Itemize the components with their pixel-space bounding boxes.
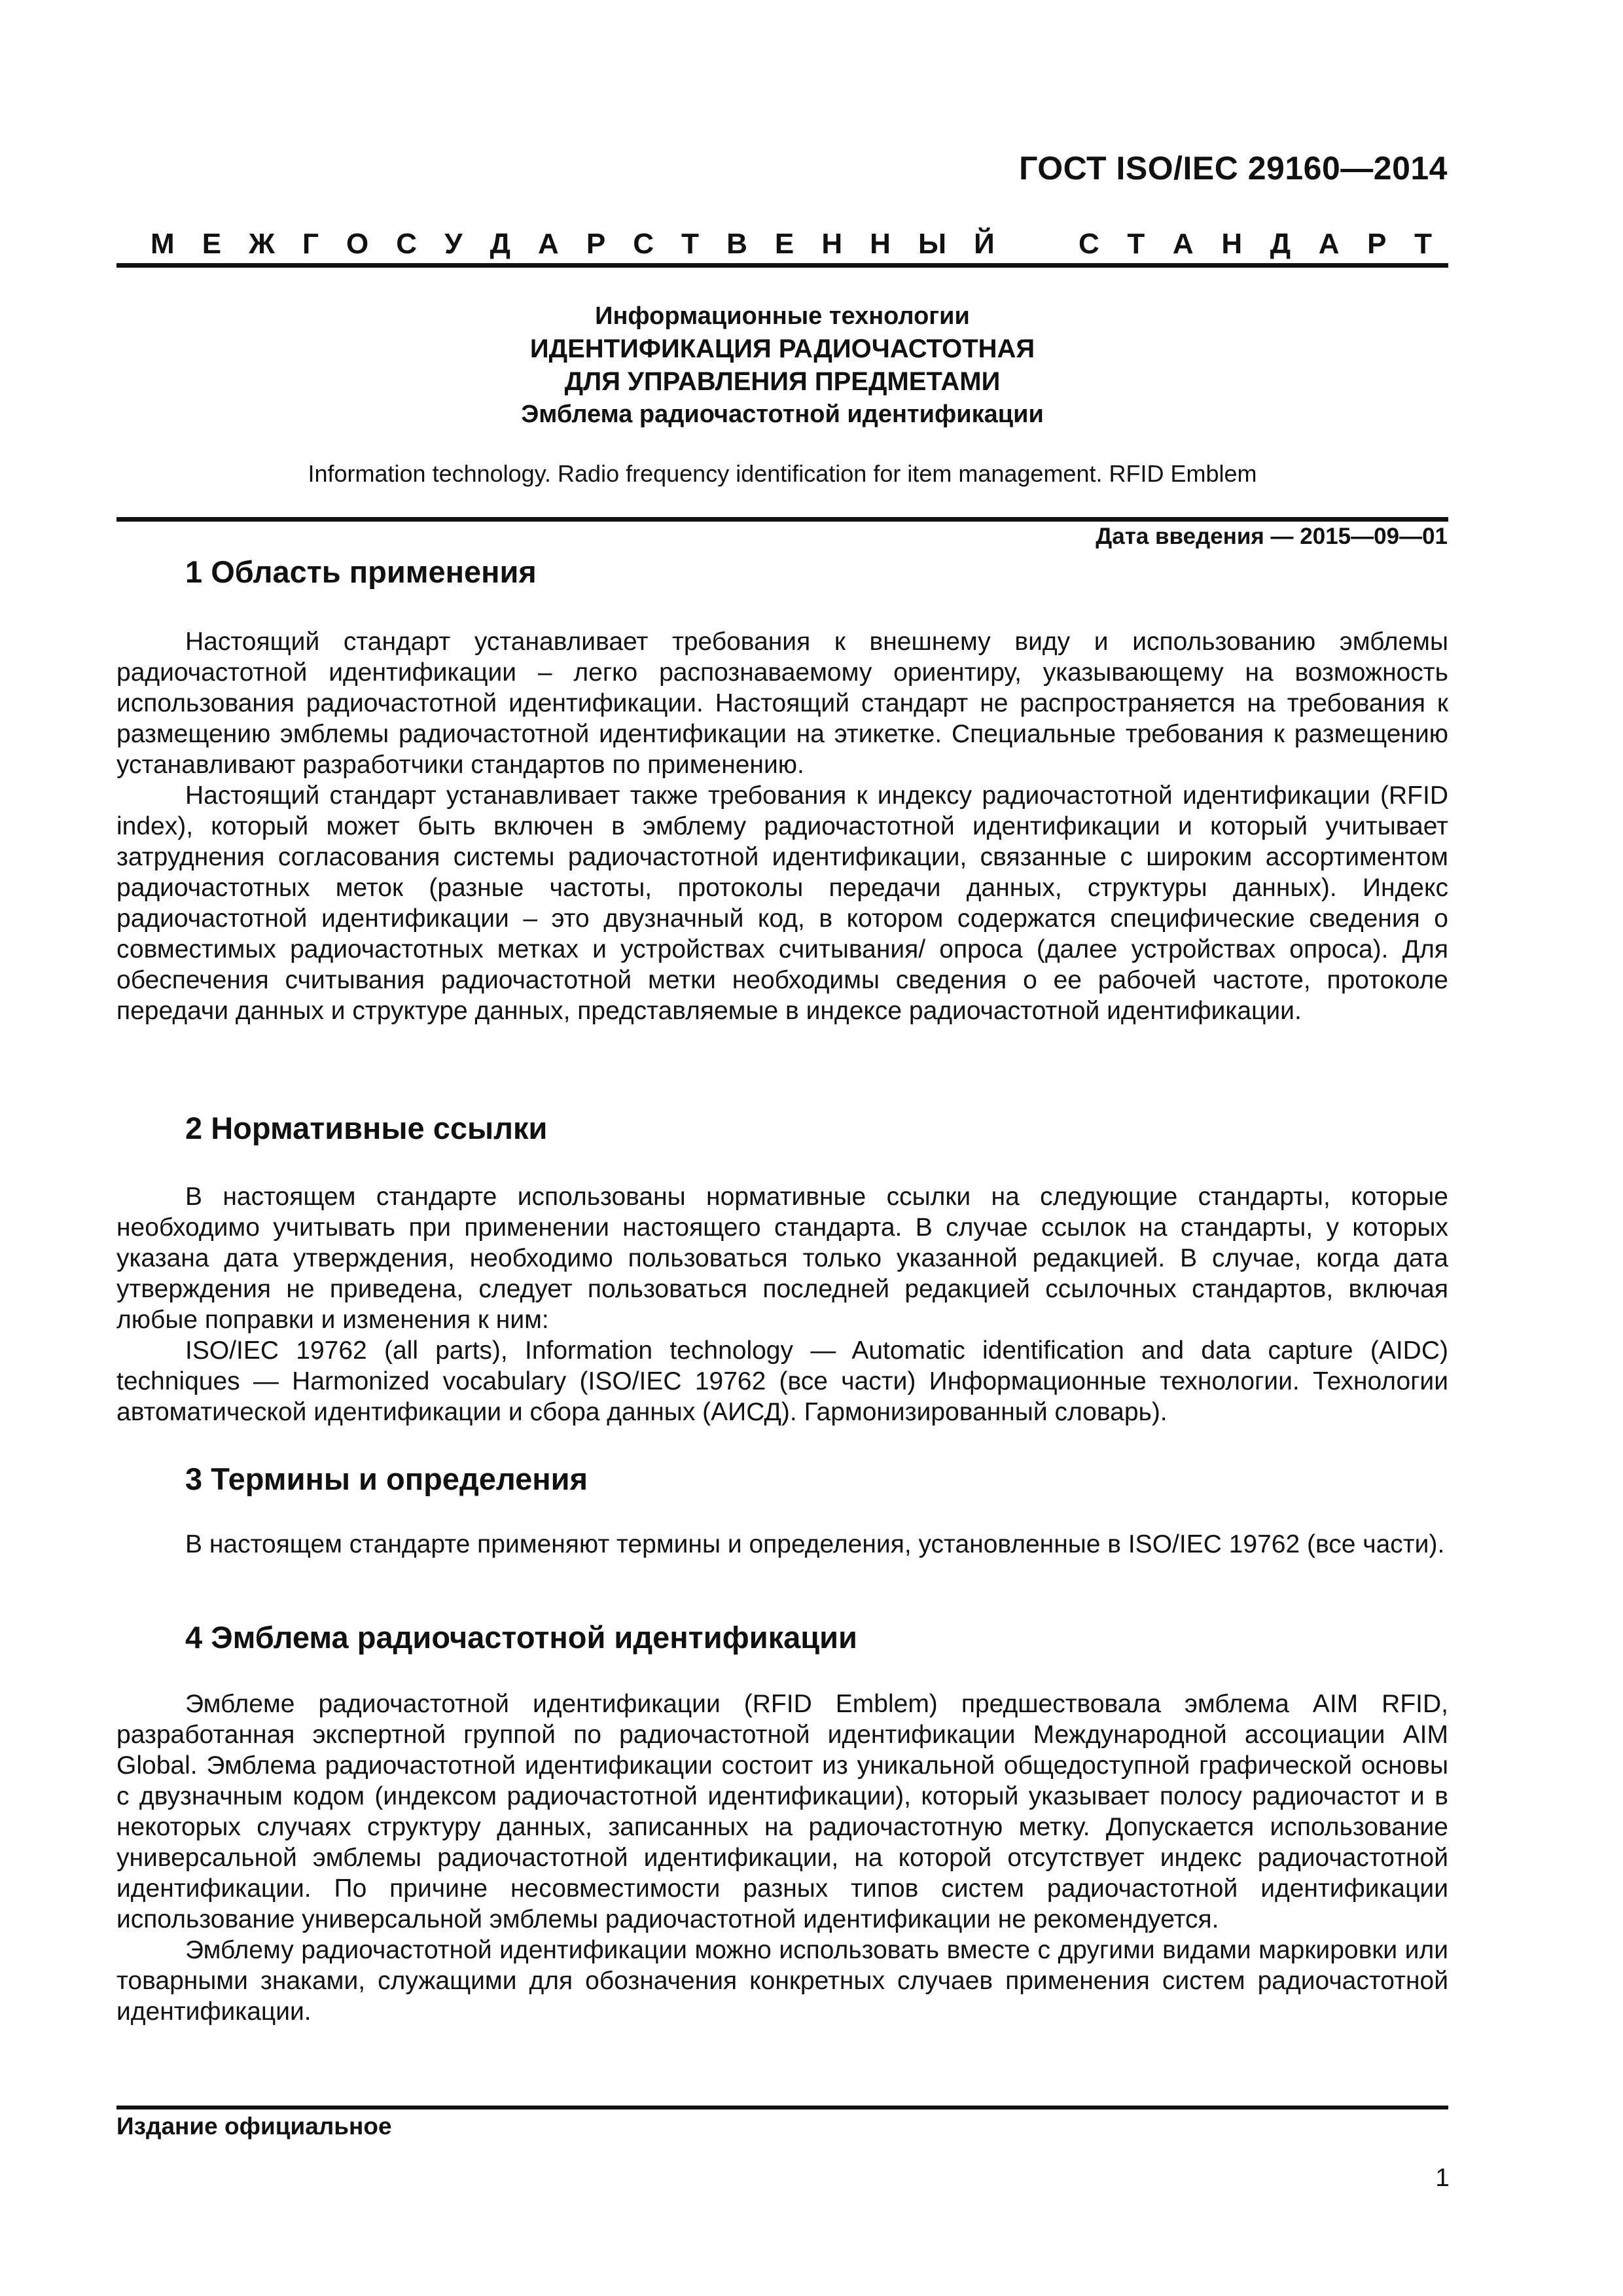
footer-rule [116,2106,1448,2109]
section-2-paragraph-2: ISO/IEC 19762 (all parts), Information technology — Automatic identification and data capture (AIDC) techniques — Harmonized vocabulary (ISO/IEC 19762 (все части) Информационные технологии. Технологии автоматической идентификации и сбора данных (АИСД). Гармонизированный словарь). [116,1336,1448,1426]
section-1-paragraph-2: Настоящий стандарт устанавливает также требования к индексу радиочастотной идентификации (RFID index), который может быть включен в эмблему радиочастотной идентификации и который учитывает затруднения согласования системы радиочастотной идентификации, связанные с широким ассортиментом радиочастотных меток (разные частоты, протоколы передачи данных, структуры данных). Индекс радиочастотной идентификации – это двузначный код, в котором содержатся специфические сведения о совместимых радиочастотных метках и устройствах считывания/ опроса (далее устройствах опроса). Для обеспечения считывания радиочастотной метки необходимы сведения о ее рабочей частоте, протоколе передачи данных и структуре данных, представляемые в индексе радиочастотной идентификации. [116,781,1448,1025]
standard-letter: Р [1367,228,1387,260]
section-3-heading: 3 Термины и определения [185,1462,588,1496]
title-line-3: ДЛЯ УПРАВЛЕНИЯ ПРЕДМЕТАМИ [564,367,1001,396]
interstate-letter: Е [774,228,794,260]
standard-word [1079,228,1432,260]
section-1-body [116,626,1448,1026]
section-2-paragraph-1: В настоящем стандарте использованы нормативные ссылки на следующие стандарты, которые необходимо учитывать при применении настоящего стандарта. В случае ссылок на стандарты, у которых указана дата утверждения, необходимо пользоваться только указанной редакцией. В случае, когда дата утверждения не приведена, следует пользоваться последней редакцией ссылочных стандартов, включая любые поправки и изменения к ним: [116,1183,1448,1334]
standard-letter: Т [1127,228,1145,260]
header-rule [116,263,1448,268]
section-3-body [116,1529,1448,1560]
date-of-introduction: Дата введения — 2015—09—01 [1096,524,1448,549]
interstate-letter: Ы [918,228,947,260]
interstate-letter: Т [681,228,699,260]
standard-letter: Д [1270,228,1291,260]
section-1-paragraph-1: Настоящий стандарт устанавливает требования к внешнему виду и использованию эмблемы радиочастотной идентификации – легко распознаваемому ориентиру, указывающему на возможность использования радиочастотной идентификации. Настоящий стандарт не распространяется на требования к размещению эмблемы радиочастотной идентификации на этикетке. Специальные требования к размещению устанавливают разработчики стандартов по применению. [116,628,1448,779]
english-title: Information technology. Radio frequency identification for item management. RFID Emblem [308,460,1257,487]
interstate-letter: О [346,228,369,260]
title-rule [116,517,1448,522]
section-4-body [116,1689,1448,2027]
standard-letter: С [1079,228,1099,260]
standard-letter: Т [1414,228,1432,260]
section-2-heading: 2 Нормативные ссылки [185,1111,548,1145]
interstate-standard-banner [116,228,1448,260]
document-title [116,300,1448,431]
title-line-2: ИДЕНТИФИКАЦИЯ РАДИОЧАСТОТНАЯ [529,334,1035,363]
interstate-letter: Е [202,228,222,260]
interstate-letter: У [444,228,463,260]
interstate-letter: Ж [249,228,275,260]
title-line-1: Информационные технологии [595,302,970,330]
interstate-letter: М [151,228,175,260]
interstate-letter: В [726,228,747,260]
section-1-heading: 1 Область применения [185,554,537,589]
title-line-4: Эмблема радиочастотной идентификации [521,401,1044,428]
interstate-letter: Г [302,228,319,260]
standard-letter: Н [1221,228,1243,260]
interstate-letter: Й [974,228,995,260]
page-number: 1 [1435,2164,1450,2192]
interstate-letter: Н [870,228,891,260]
interstate-letter: С [396,228,418,260]
document-code: ГОСТ ISO/IEC 29160—2014 [1019,150,1448,187]
section-3-paragraph-1: В настоящем стандарте применяют термины и определения, установленные в ISO/IEC 19762 (все части). [185,1530,1445,1558]
interstate-letter: С [633,228,654,260]
standard-letter: А [1318,228,1340,260]
section-4-paragraph-2: Эмблему радиочастотной идентификации можно использовать вместе с другими видами маркировки или товарными знаками, служащими для обозначения конкретных случаев применения систем радиочастотной идентификации. [116,1936,1448,2026]
interstate-letter: Р [586,228,606,260]
interstate-letter: Д [490,228,510,260]
standard-letter: А [1172,228,1194,260]
official-edition-label: Издание официальное [116,2113,392,2140]
interstate-letter: Н [821,228,843,260]
section-4-paragraph-1: Эмблеме радиочастотной идентификации (RFID Emblem) предшествовала эмблема AIM RFID, разработанная экспертной группой по радиочастотной идентификации Международной ассоциации AIM Global. Эмблема радиочастотной идентификации состоит из уникальной общедоступной графической основы с двузначным кодом (индексом радиочастотной идентификации), который указывает полосу радиочастот и в некоторых случаях структуру данных, записанных на радиочастотную метку. Допускается использование универсальной эмблемы радиочастотной идентификации, на которой отсутствует индекс радиочастотной идентификации. По причине несовместимости разных типов систем радиочастотной идентификации использование универсальной эмблемы радиочастотной идентификации не рекомендуется. [116,1690,1448,1933]
interstate-word [116,228,995,260]
section-2-body [116,1181,1448,1427]
interstate-letter: А [538,228,559,260]
section-4-heading: 4 Эмблема радиочастотной идентификации [185,1620,857,1655]
